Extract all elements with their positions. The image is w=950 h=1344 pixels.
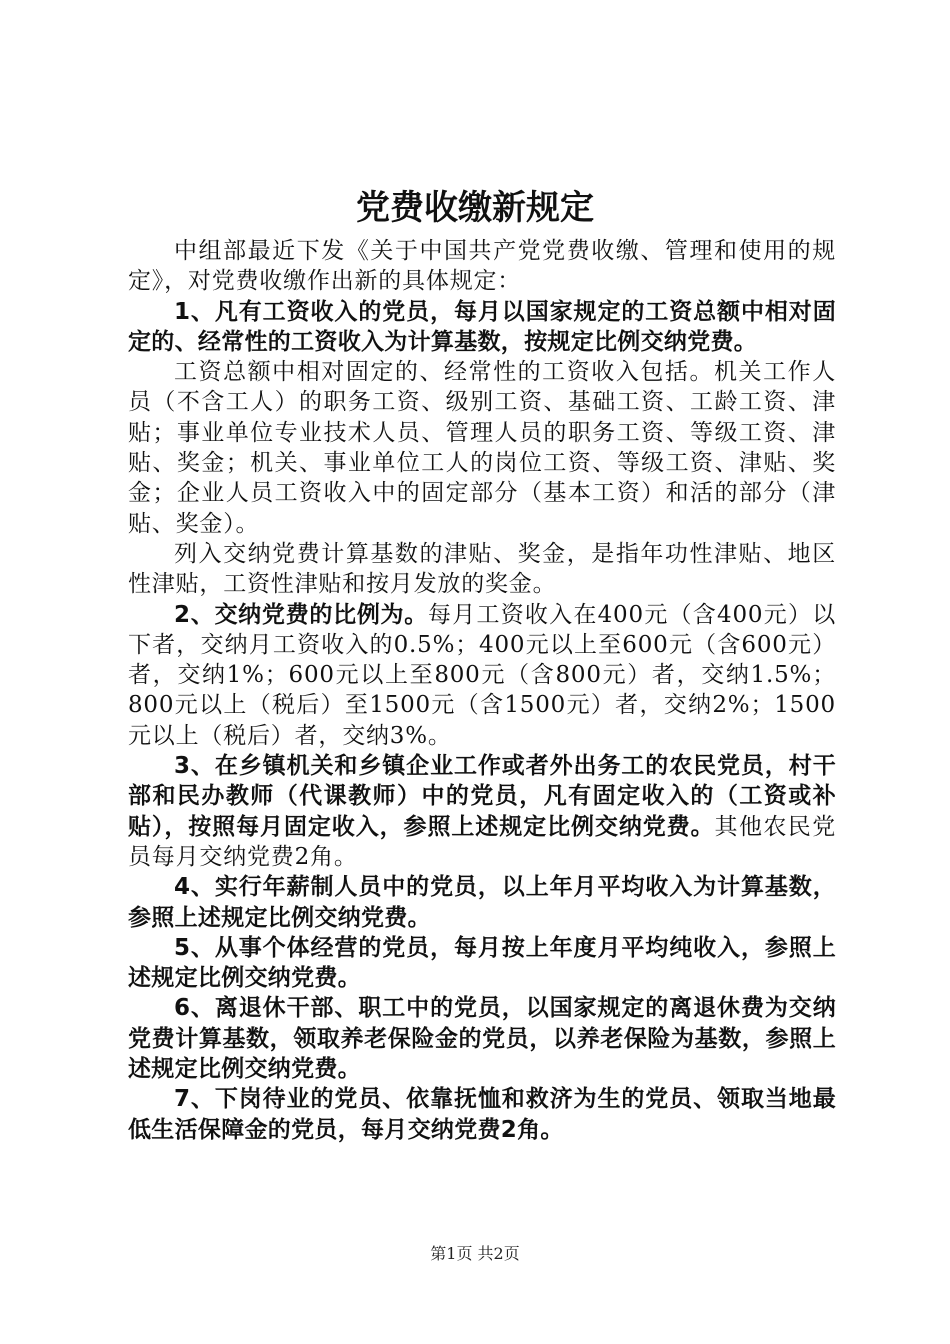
- item-4-paragraph: 4、实行年薪制人员中的党员，以上年月平均收入为计算基数，参照上述规定比例交纳党费。: [128, 874, 836, 931]
- item-2-lead: 2、交纳党费的比例为。: [174, 601, 429, 628]
- item-2-rest: 每月工资收入在400元（含400元）以下者，交纳月工资收入的0.5%；400元以上至600元（含600元）者，交纳1%；600元以上至800元（含800元）者，交纳1.5%；800元以上（税后）至1500元（含1500元）者，交纳2%；1500元以上（税后）者，交纳3%。: [128, 601, 837, 749]
- item-5-paragraph: 5、从事个体经营的党员，每月按上年度月平均纯收入，参照上述规定比例交纳党费。: [128, 934, 836, 992]
- item-7-paragraph: 7、下岗待业的党员、依靠抚恤和救济为生的党员、领取当地最低生活保障金的党员，每月交纳党费2角。: [128, 1086, 836, 1143]
- document-body: [128, 236, 836, 1145]
- item-1-paragraph: 1、凡有工资收入的党员，每月以国家规定的工资总额中相对固定的、经常性的工资收入为计算基数，按规定比例交纳党费。: [128, 298, 836, 355]
- document-title: 党费收缴新规定: [356, 188, 594, 228]
- item-1-note-paragraph: 列入交纳党费计算基数的津贴、奖金，是指年功性津贴、地区性津贴，工资性津贴和按月发放的奖金。: [128, 540, 836, 598]
- item-2-paragraph: [128, 600, 836, 751]
- item-3-paragraph: [128, 751, 836, 872]
- item-6-paragraph: 6、离退休干部、职工中的党员，以国家规定的离退休费为交纳党费计算基数，领取养老保险金的党员，以养老保险为基数，参照上述规定比例交纳党费。: [128, 995, 836, 1083]
- item-1-detail-paragraph: 工资总额中相对固定的、经常性的工资收入包括。机关工作人员（不含工人）的职务工资、级别工资、基础工资、工龄工资、津贴；事业单位专业技术人员、管理人员的职务工资、等级工资、津贴、奖金；机关、事业单位工人的岗位工资、等级工资、津贴、奖金；企业人员工资收入中的固定部分（基本工资）和活的部分（津贴、奖金）。: [128, 359, 836, 537]
- item-3-rest: 其他农民党员每月交纳党费2角。: [128, 813, 837, 870]
- page-footer: 第1页 共2页: [430, 1244, 520, 1263]
- intro-paragraph: 中组部最近下发《关于中国共产党党费收缴、管理和使用的规定》，对党费收缴作出新的具体规定：: [128, 238, 836, 295]
- item-3-lead: 3、在乡镇机关和乡镇企业工作或者外出务工的农民党员，村干部和民办教师（代课教师）中的党员，凡有固定收入的（工资或补贴），按照每月固定收入，参照上述规定比例交纳党费。: [128, 753, 836, 840]
